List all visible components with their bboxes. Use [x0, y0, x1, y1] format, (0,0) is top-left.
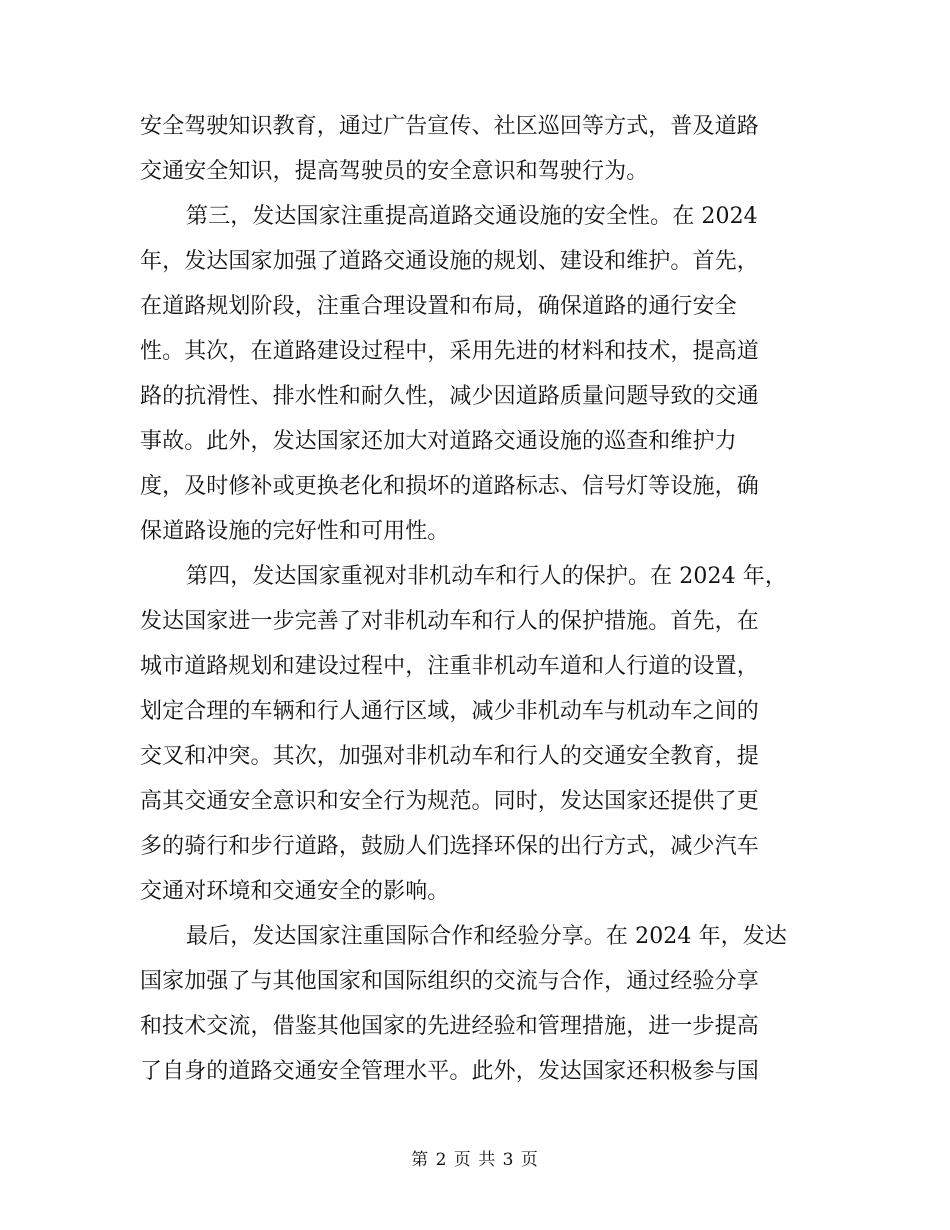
paragraph-start-line: 第四，发达国家重视对非机动车和行人的保护。在 2024 年， — [186, 564, 787, 589]
text-line: 交通对环境和交通安全的影响。 — [140, 879, 450, 904]
text-line: 度，及时修补或更换老化和损坏的道路标志、信号灯等设施，确 — [140, 474, 759, 499]
page-number-indicator: 第 2 页 共 3 页 — [411, 1150, 539, 1170]
text-line: 城市道路规划和建设过程中，注重非机动车道和人行道的设置， — [140, 654, 759, 679]
text-line: 年，发达国家加强了道路交通设施的规划、建设和维护。首先， — [140, 249, 759, 274]
text-line: 多的骑行和步行道路，鼓励人们选择环保的出行方式，减少汽车 — [140, 834, 759, 859]
paragraph-start-line: 最后，发达国家注重国际合作和经验分享。在 2024 年，发达 — [186, 924, 787, 949]
document-body — [140, 104, 810, 1094]
text-line: 路的抗滑性、排水性和耐久性，减少因道路质量问题导致的交通 — [140, 384, 759, 409]
text-line: 安全驾驶知识教育，通过广告宣传、社区巡回等方式，普及道路 — [140, 114, 759, 139]
page-footer — [0, 1148, 950, 1172]
text-line: 交叉和冲突。其次，加强对非机动车和行人的交通安全教育，提 — [140, 744, 759, 769]
text-line: 了自身的道路交通安全管理水平。此外，发达国家还积极参与国 — [140, 1059, 759, 1084]
text-line: 划定合理的车辆和行人通行区域，减少非机动车与机动车之间的 — [140, 699, 759, 724]
text-line: 高其交通安全意识和安全行为规范。同时，发达国家还提供了更 — [140, 789, 759, 814]
paragraph-start-line: 第三，发达国家注重提高道路交通设施的安全性。在 2024 — [186, 204, 758, 229]
text-line: 交通安全知识，提高驾驶员的安全意识和驾驶行为。 — [140, 159, 649, 184]
text-line: 发达国家进一步完善了对非机动车和行人的保护措施。首先，在 — [140, 609, 759, 634]
text-line: 在道路规划阶段，注重合理设置和布局，确保道路的通行安全 — [140, 294, 737, 319]
text-line: 性。其次，在道路建设过程中，采用先进的材料和技术，提高道 — [140, 339, 759, 364]
text-line: 和技术交流，借鉴其他国家的先进经验和管理措施，进一步提高 — [140, 1014, 759, 1039]
text-line: 事故。此外，发达国家还加大对道路交通设施的巡查和维护力 — [140, 429, 737, 454]
text-line: 国家加强了与其他国家和国际组织的交流与合作，通过经验分享 — [140, 969, 759, 994]
text-line: 保道路设施的完好性和可用性。 — [140, 519, 450, 544]
